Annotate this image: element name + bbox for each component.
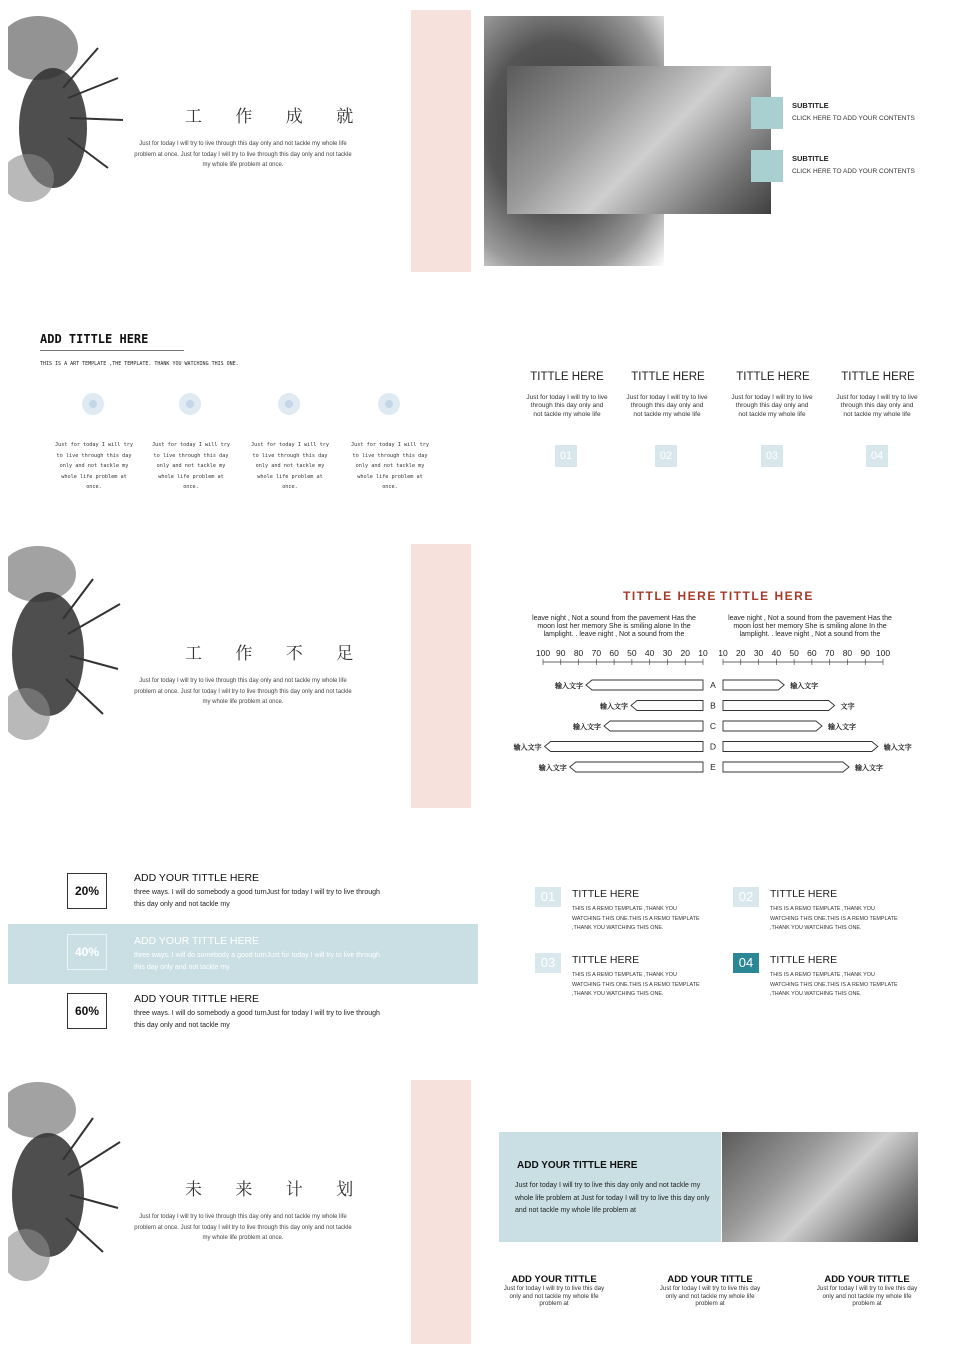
right-axis-tick: 20: [736, 648, 746, 658]
item-3-title: ADD YOUR TITTLE: [824, 1274, 910, 1285]
right-axis-tick: 70: [824, 648, 835, 658]
pct-box-1: 20%: [67, 873, 107, 909]
left-bar: [631, 701, 703, 711]
ink-splash-decoration: [8, 544, 128, 754]
subtitle-2-text: CLICK HERE TO ADD YOUR CONTENTS: [792, 168, 915, 175]
subtitle-1-text: CLICK HERE TO ADD YOUR CONTENTS: [792, 115, 915, 122]
box-title: ADD YOUR TITTLE HERE: [517, 1160, 638, 1171]
slide-work-shortcomings: [8, 544, 472, 808]
laptop-photo: [722, 1132, 918, 1242]
category-label: C: [709, 721, 717, 731]
box-text: Just for today I will try to live this day only and not tackle my whole life problem at Just for today I will try to live this day only and not tackle my whole life problem at: [515, 1182, 710, 1214]
ink-splash-decoration: [8, 8, 128, 218]
pink-accent-bar: [411, 544, 471, 808]
item-3-text: Just for today I will try to live through this day only and not tackle my whole life: [731, 394, 813, 418]
item-1-number: 01: [555, 445, 577, 467]
row-2-text: three ways. I will do somebody a good turnJust for today I will try to live through this day only and not tackle my: [134, 952, 380, 971]
laptop-photo: [507, 66, 771, 214]
right-axis-tick: 60: [807, 648, 817, 658]
item-3-text: Just for today I will try to live this day only and not tackle my whole life problem at: [816, 1285, 918, 1307]
pink-accent-bar: [411, 10, 471, 272]
chart-title-right: TITTLE HERE: [720, 589, 814, 603]
right-bar: [723, 721, 822, 731]
trophy-icon: [278, 393, 300, 415]
slide-four-titles: [480, 280, 944, 538]
left-bar-label: 输入文字: [600, 702, 628, 711]
left-axis-tick: 100: [535, 648, 551, 658]
ink-splash-decoration: [8, 1080, 128, 1290]
row-3-text: three ways. I will do somebody a good turnJust for today I will try to live through this day only and not tackle my: [134, 1010, 380, 1029]
home-icon: [82, 393, 104, 415]
item-1-text: Just for today I will try to live this day only and not tackle my whole life problem at: [503, 1285, 605, 1307]
item-1-text: Just for today I will try to live through this day only and not tackle my whole life problem at once.: [54, 442, 134, 490]
item-2-text: Just for today I will try to live through this day only and not tackle my whole life problem at once.: [151, 442, 231, 490]
item-4-number: 04: [866, 445, 888, 467]
item-1-title: TITTLE HERE: [572, 888, 640, 900]
item-1-title: ADD YOUR TITTLE: [511, 1274, 597, 1285]
row-1-title: ADD YOUR TITTLE HERE: [134, 872, 260, 884]
pct-box-2: 40%: [67, 934, 107, 970]
item-3-text: Just for today I will try to live through this day only and not tackle my whole life problem at once.: [250, 442, 330, 490]
left-axis-tick: 40: [644, 648, 655, 658]
slide-butterfly-chart: [480, 544, 944, 808]
right-axis-tick: 80: [842, 648, 853, 658]
item-4-number: 04: [733, 953, 759, 973]
item-4-text: THIS IS A REMO TEMPLATE ,THANK YOU WATCHING THIS ONE.THIS IS A REMO TEMPLATE ,THANK YOU WATCHING THIS ONE.: [770, 972, 898, 997]
item-1-number: 01: [535, 887, 561, 907]
left-bar-label: 输入文字: [555, 682, 583, 690]
left-axis-tick: 10: [698, 648, 708, 658]
item-2-text: Just for today I will try to live this day only and not tackle my whole life problem at: [659, 1285, 761, 1307]
slide-subtitle: THIS IS A ART TEMPLATE ,THE TEMPLATE. THANK YOU WATCHING THIS ONE.: [40, 361, 239, 367]
right-bar-label: 文字: [840, 702, 855, 711]
left-axis-tick: 90: [556, 648, 566, 658]
right-paragraph: leave night , Not a sound from the pavement Has the moon lost her memory She is smiling alone In the lamplight. . leave night , Not a sound from the: [728, 615, 892, 639]
slide-content-box: [480, 1080, 944, 1344]
slide-future-plan: [8, 1080, 472, 1344]
slide-photo-subtitles: [480, 8, 944, 272]
slide-title: 工 作 不 足: [185, 644, 368, 664]
item-3-title: TITTLE HERE: [736, 371, 810, 383]
chart-title-left: TITTLE HERE: [623, 589, 717, 603]
right-bar: [723, 742, 878, 752]
right-axis-tick: 40: [771, 648, 782, 658]
slide-add-tittle: [8, 280, 472, 538]
right-axis-tick: 10: [718, 648, 728, 658]
slide-title: ADD TITTLE HERE: [40, 332, 149, 346]
item-3-text: THIS IS A REMO TEMPLATE ,THANK YOU WATCHING THIS ONE.THIS IS A REMO TEMPLATE ,THANK YOU WATCHING THIS ONE.: [572, 972, 700, 997]
slide-numbered-grid: [480, 816, 944, 1072]
right-bar: [723, 762, 849, 772]
briefcase-icon: [179, 393, 201, 415]
slide-work-achievements: [8, 8, 472, 272]
butterfly-chart: [480, 644, 944, 784]
item-3-number: 03: [535, 953, 561, 973]
left-axis-tick: 80: [573, 648, 584, 658]
power-icon: [378, 393, 400, 415]
right-bar-label: 输入文字: [855, 764, 883, 772]
right-axis-tick: 100: [875, 648, 891, 658]
left-axis-tick: 50: [627, 648, 637, 658]
item-1-title: TITTLE HERE: [530, 371, 604, 383]
left-bar: [570, 762, 703, 772]
slide-body-text: Just for today I will try to live through this day only and not tackle my whole life problem at once. Just for today I will try to live through this day only and not tackle my whole life problem at once.: [134, 141, 352, 168]
left-axis-tick: 20: [680, 648, 690, 658]
item-4-text: Just for today I will try to live through this day only and not tackle my whole life problem at once.: [350, 442, 430, 490]
slide-title: 工 作 成 就: [185, 107, 368, 127]
grid-icon: [751, 150, 783, 182]
right-axis-tick: 30: [753, 648, 764, 658]
slide-body-text: Just for today I will try to live through this day only and not tackle my whole life problem at once. Just for today I will try to live through this day only and not tackle my whole life problem at once.: [134, 678, 352, 705]
category-label: D: [709, 741, 717, 752]
subtitle-2-title: SUBTITLE: [792, 154, 829, 163]
item-2-title: ADD YOUR TITTLE: [667, 1274, 753, 1285]
left-bar: [545, 742, 703, 752]
title-underline: [40, 350, 184, 351]
left-bar-label: 输入文字: [513, 743, 542, 752]
right-axis-tick: 50: [789, 648, 799, 658]
left-axis-tick: 30: [662, 648, 673, 658]
item-1-text: THIS IS A REMO TEMPLATE ,THANK YOU WATCHING THIS ONE.THIS IS A REMO TEMPLATE ,THANK YOU WATCHING THIS ONE.: [572, 906, 700, 931]
row-2-title: ADD YOUR TITTLE HERE: [134, 935, 260, 947]
category-label: A: [710, 680, 716, 690]
right-bar-label: 输入文字: [828, 723, 856, 731]
item-1-text: Just for today I will try to live through this day only and not tackle my whole life: [526, 394, 608, 418]
item-4-title: TITTLE HERE: [770, 954, 838, 966]
row-1-text: three ways. I will do somebody a good turnJust for today I will try to live through this day only and not tackle my: [134, 889, 380, 908]
item-2-number: 02: [733, 887, 759, 907]
pct-box-3: 60%: [67, 993, 107, 1029]
right-bar: [723, 701, 835, 711]
row-3-title: ADD YOUR TITTLE HERE: [134, 993, 260, 1005]
item-3-number: 03: [761, 445, 783, 467]
slide-percentages: [8, 816, 478, 1072]
right-bar-label: 输入文字: [883, 743, 912, 752]
subtitle-1-title: SUBTITLE: [792, 101, 829, 110]
item-2-title: TITTLE HERE: [631, 371, 705, 383]
item-2-text: Just for today I will try to live through this day only and not tackle my whole life: [626, 394, 708, 418]
right-bar: [723, 680, 784, 690]
edit-icon: [751, 97, 783, 129]
item-4-text: Just for today I will try to live through this day only and not tackle my whole life: [836, 394, 918, 418]
item-3-title: TITTLE HERE: [572, 954, 640, 966]
left-paragraph: leave night , Not a sound from the pavement Has the moon lost her memory She is smiling alone In the lamplight. . leave night , Not a sound from the: [532, 615, 696, 639]
item-2-text: THIS IS A REMO TEMPLATE ,THANK YOU WATCHING THIS ONE.THIS IS A REMO TEMPLATE ,THANK YOU WATCHING THIS ONE.: [770, 906, 898, 931]
right-axis-tick: 90: [860, 648, 870, 658]
item-2-number: 02: [655, 445, 677, 467]
right-bar-label: 输入文字: [790, 682, 819, 690]
category-label: E: [710, 762, 716, 772]
left-bar: [604, 721, 703, 731]
item-2-title: TITTLE HERE: [770, 888, 838, 900]
left-bar-label: 输入文字: [573, 723, 601, 731]
left-bar: [586, 680, 703, 690]
slide-body-text: Just for today I will try to live through this day only and not tackle my whole life problem at once. Just for today I will try to live through this day only and not tackle my whole life problem at once.: [134, 1214, 352, 1241]
left-axis-tick: 60: [609, 648, 619, 658]
slide-title: 未 来 计 划: [185, 1180, 368, 1200]
pink-accent-bar: [411, 1080, 471, 1344]
left-bar-label: 输入文字: [538, 764, 567, 772]
item-4-title: TITTLE HERE: [841, 371, 915, 383]
left-axis-tick: 70: [591, 648, 602, 658]
category-label: B: [710, 700, 716, 711]
